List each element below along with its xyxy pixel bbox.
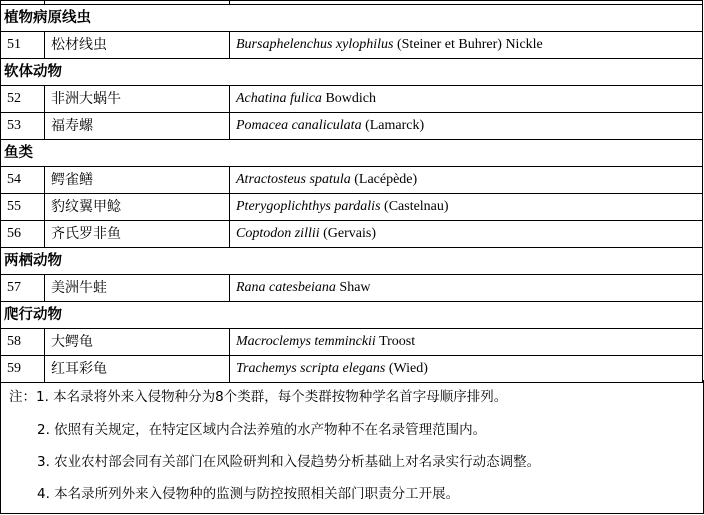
species-scientific-name	[230, 86, 703, 113]
species-scientific-name	[230, 275, 703, 302]
authority: Bowdich	[321, 91, 376, 106]
category-title: 爬行动物	[1, 302, 703, 329]
species-chinese-name: 松材线虫	[45, 32, 230, 59]
table-row	[1, 329, 703, 356]
species-number: 51	[1, 32, 45, 59]
species-number: 56	[1, 221, 45, 248]
species-chinese-name: 鳄雀鳝	[45, 167, 230, 194]
species-number: 59	[1, 356, 45, 383]
table-row	[1, 194, 703, 221]
species-chinese-name: 非洲大蜗牛	[45, 86, 230, 113]
species-scientific-name	[230, 32, 703, 59]
category-title: 软体动物	[1, 59, 703, 86]
species-scientific-name	[230, 167, 703, 194]
species-scientific-name	[230, 356, 703, 383]
table-row	[1, 275, 703, 302]
table-row	[1, 356, 703, 383]
category-title: 鱼类	[1, 140, 703, 167]
species-number: 52	[1, 86, 45, 113]
species-chinese-name: 红耳彩龟	[45, 356, 230, 383]
latin-binomial: Achatina fulica	[236, 91, 322, 106]
species-chinese-name: 齐氏罗非鱼	[45, 221, 230, 248]
authority: Troost	[375, 334, 416, 349]
category-title: 植物病原线虫	[1, 5, 703, 32]
latin-binomial: Macroclemys temminckii	[236, 334, 376, 349]
latin-binomial: Rana catesbeiana	[236, 280, 336, 295]
species-number: 58	[1, 329, 45, 356]
authority: (Gervais)	[319, 226, 376, 241]
table-row	[1, 221, 703, 248]
authority: (Castelnau)	[380, 199, 449, 214]
latin-binomial: Coptodon zillii	[236, 226, 320, 241]
category-row	[1, 140, 703, 167]
note-item: 4. 本名录所列外来入侵物种的监测与防控按照相关部门职责分工开展。	[37, 486, 460, 502]
table-row	[1, 86, 703, 113]
latin-binomial: Pterygoplichthys pardalis	[236, 199, 381, 214]
table-row	[1, 113, 703, 140]
note-item: 注：1. 本名录将外来入侵物种分为8个类群，每个类群按物种学名首字母顺序排列。	[9, 389, 508, 405]
category-title: 两栖动物	[1, 248, 703, 275]
species-number: 54	[1, 167, 45, 194]
authority: (Lamarck)	[361, 118, 425, 133]
species-scientific-name	[230, 221, 703, 248]
latin-binomial: Bursaphelenchus xylophilus	[236, 37, 394, 52]
species-chinese-name: 美洲牛蛙	[45, 275, 230, 302]
authority: (Lacépède)	[350, 172, 418, 187]
authority: (Wied)	[385, 361, 428, 376]
latin-binomial: Trachemys scripta elegans	[236, 361, 386, 376]
authority: Shaw	[335, 280, 371, 295]
note-item: 3. 农业农村部会同有关部门在风险研判和入侵趋势分析基础上对名录实行动态调整。	[37, 454, 541, 470]
category-row	[1, 302, 703, 329]
species-scientific-name	[230, 329, 703, 356]
species-scientific-name	[230, 194, 703, 221]
species-chinese-name: 大鳄龟	[45, 329, 230, 356]
note-item: 2. 依照有关规定，在特定区域内合法养殖的水产物种不在名录管理范围内。	[37, 422, 487, 438]
species-number: 57	[1, 275, 45, 302]
species-chinese-name: 豹纹翼甲鲶	[45, 194, 230, 221]
category-row	[1, 5, 703, 32]
notes-section	[0, 380, 704, 514]
species-number: 55	[1, 194, 45, 221]
species-chinese-name: 福寿螺	[45, 113, 230, 140]
latin-binomial: Atractosteus spatula	[236, 172, 351, 187]
category-row	[1, 248, 703, 275]
species-number: 53	[1, 113, 45, 140]
category-row	[1, 59, 703, 86]
latin-binomial: Pomacea canaliculata	[236, 118, 362, 133]
species-scientific-name	[230, 113, 703, 140]
table-row	[1, 32, 703, 59]
authority: (Steiner et Buhrer) Nickle	[393, 37, 543, 52]
table-row	[1, 167, 703, 194]
